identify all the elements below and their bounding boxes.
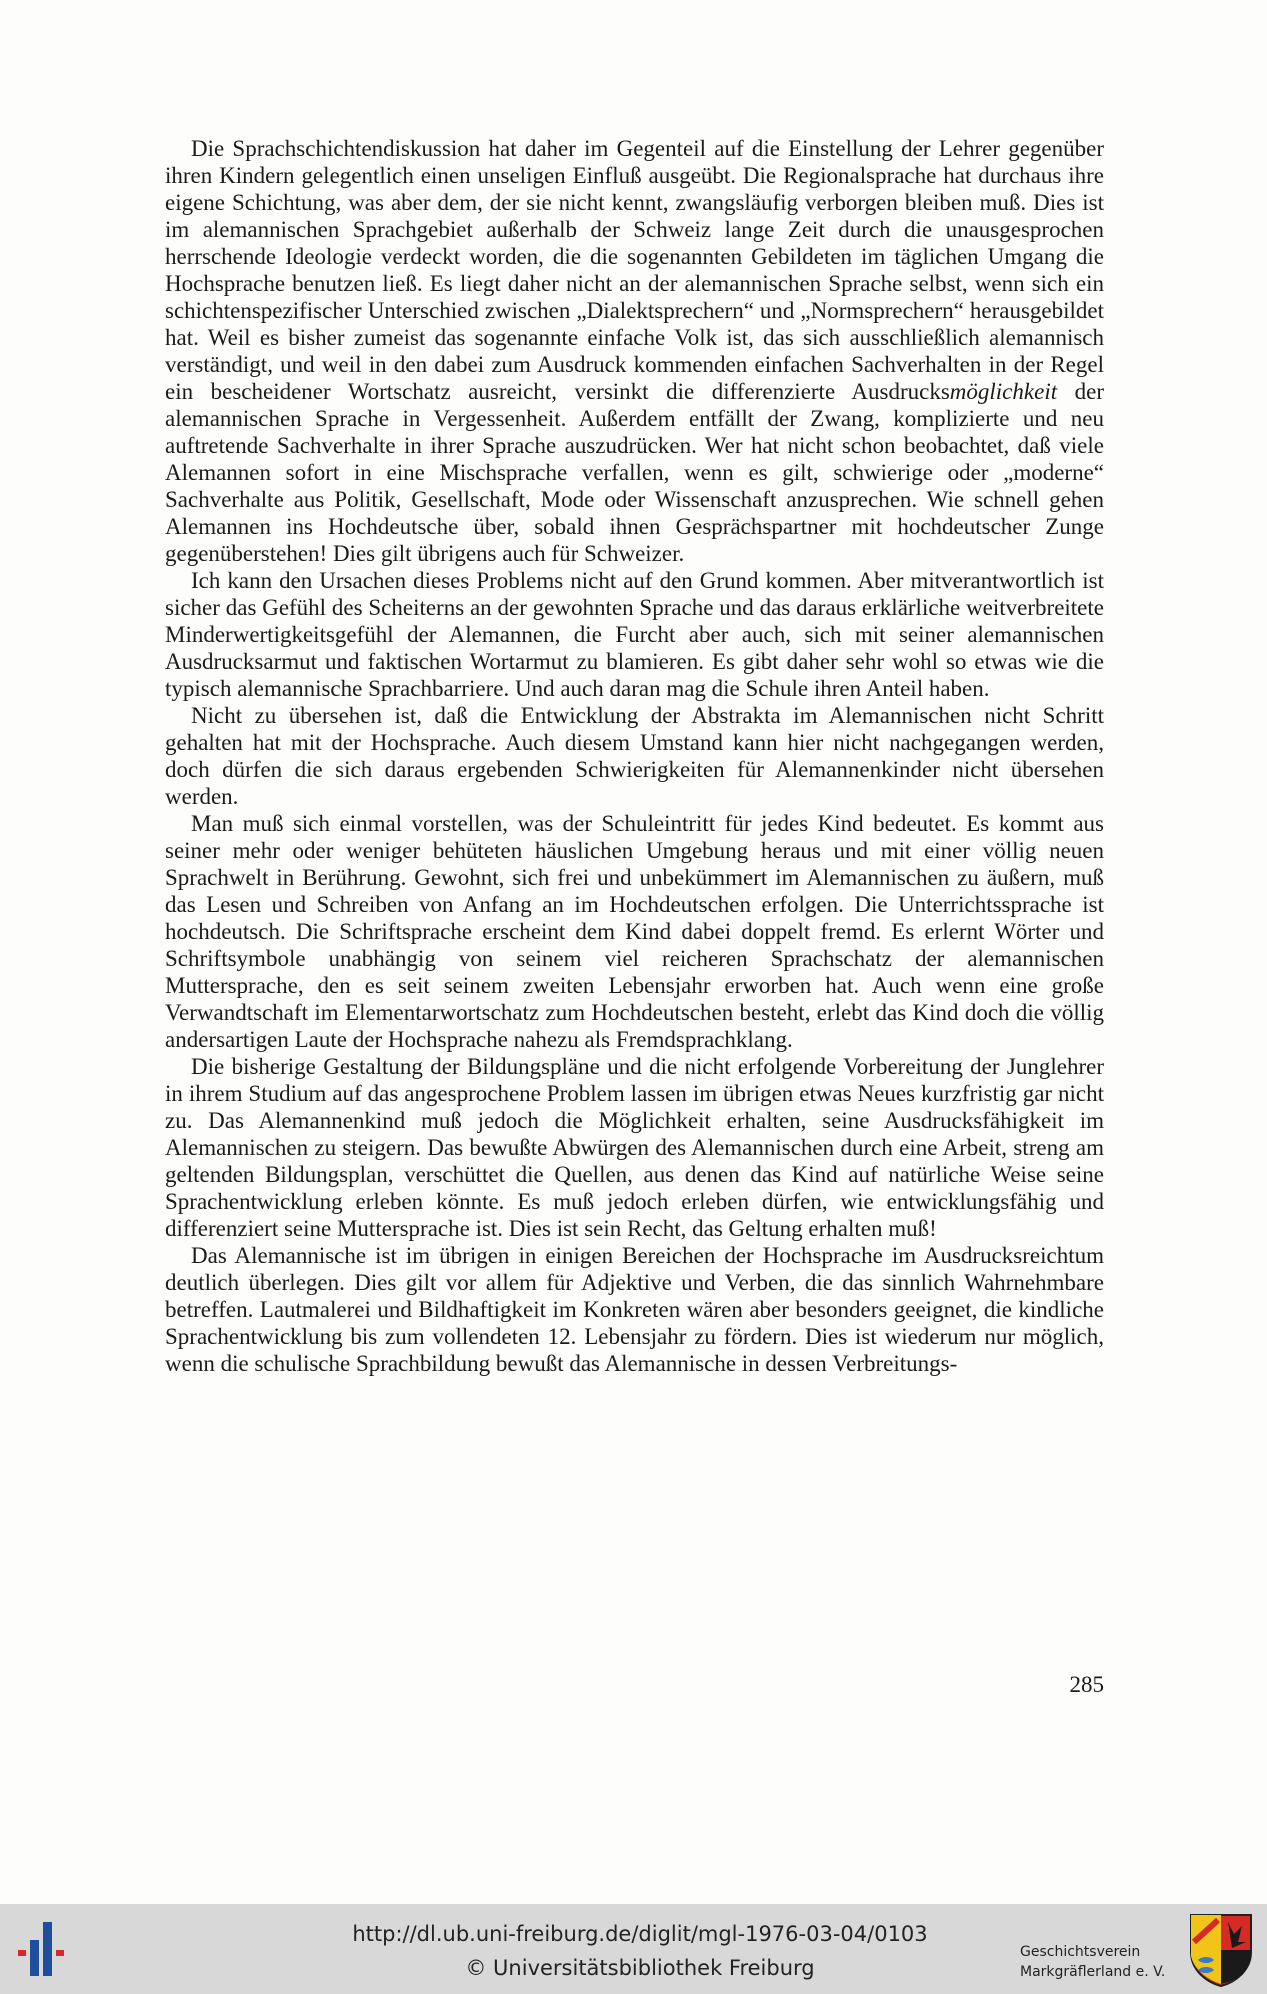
body-text	[165, 135, 1104, 1377]
body-paragraph	[165, 567, 1104, 702]
page-number: 285	[1069, 1672, 1104, 1697]
paragraph-text: Die Sprachschichtendiskussion hat daher im Gegenteil auf die Einstellung der Lehrer gegenüber ihren Kindern gelegentlich einen unseligen Einfluß ausgeübt. Die Regionalsprache hat durchaus ihre eigene Schichtung, was aber dem, der sie nicht kennt, zwangsläufig verborgen bleiben muß. Dies ist im alemannischen Sprachgebiet außerhalb der Schweiz lange Zeit durch die unausgesprochen herrschende Ideologie verdeckt worden, die die sogenannten Gebildeten im täglichen Umgang die Hochsprache benutzen ließ. Es liegt daher nicht an der alemannischen Sprache selbst, wenn sich ein schichtenspezifischer Unterschied zwischen „Dialektsprechern“ und „Normsprechern“ herausgebildet hat. Weil es bisher zumeist das sogenannte einfache Volk ist, das sich ausschließlich alemannisch verständigt, und weil in den dabei zum Ausdruck kommenden einfachen Sachverhalten in der Regel ein bescheidener Wortschatz ausreicht, versinkt die differenzierte Ausdrucks	[165, 136, 1104, 404]
society-name	[1020, 1942, 1165, 1982]
source-url-link[interactable]: http://dl.ub.uni-freiburg.de/diglit/mgl-1976-03-04/0103	[352, 1922, 928, 1946]
italic-emphasis: möglichkeit	[949, 379, 1058, 404]
body-paragraph	[165, 702, 1104, 810]
paragraph-text: Die bisherige Gestaltung der Bildungspläne und die nicht erfolgende Vorbereitung der Junglehrer in ihrem Studium auf das angesprochene Problem lassen im übrigen etwas Neues kurzfristig gar nicht zu. Das Alemannenkind muß jedoch die Möglichkeit erhalten, seine Ausdrucksfähigkeit im Alemannischen zu steigern. Das bewußte Abwürgen des Alemannischen durch eine Arbeit, streng am geltenden Bildungsplan, verschüttet die Quellen, aus denen das Kind auf natürliche Weise seine Sprachentwicklung erleben könnte. Es muß jedoch erleben dürfen, wie entwicklungsfähig und differenziert seine Muttersprache ist. Dies ist sein Recht, das Geltung erhalten muß!	[165, 1054, 1104, 1241]
paragraph-text: Man muß sich einmal vorstellen, was der Schuleintritt für jedes Kind bedeutet. Es kommt aus seiner mehr oder weniger behüteten häuslichen Umgebung heraus und mit einer völlig neuen Sprachwelt in Berührung. Gewohnt, sich frei und unbekümmert im Alemannischen zu äußern, muß das Lesen und Schreiben von Anfang an im Hochdeutschen erfolgen. Die Unterrichtssprache ist hochdeutsch. Die Schriftsprache erscheint dem Kind dabei doppelt fremd. Es erlernt Wörter und Schriftsymbole unabhängig von seinem viel reicheren Sprachschatz der alemannischen Muttersprache, den es seit seinem zweiten Lebensjahr erworben hat. Auch wenn eine große Verwandtschaft im Elementarwortschatz zum Hochdeutschen besteht, erlebt das Kind doch die völlig andersartigen Laute der Hochsprache nahezu als Fremdsprachklang.	[165, 811, 1104, 1052]
paragraph-text: Nicht zu übersehen ist, daß die Entwicklung der Abstrakta im Alemannischen nicht Schritt gehalten hat mit der Hochsprache. Auch diesem Umstand kann hier nicht nachgegangen werden, doch dürfen die sich daraus ergebenden Schwierigkeiten für Alemannenkinder nicht übersehen werden.	[165, 703, 1104, 809]
body-paragraph	[165, 1053, 1104, 1242]
paragraph-text: der alemannischen Sprache in Vergessenheit. Außerdem entfällt der Zwang, komplizierte und neu auftretende Sachverhalte in ihrer Sprache auszudrücken. Wer hat nicht schon beobachtet, daß viele Alemannen sofort in eine Mischsprache verfallen, wenn es gilt, schwierige oder „moderne“ Sachverhalte aus Politik, Gesellschaft, Mode oder Wissenschaft anzusprechen. Wie schnell gehen Alemannen ins Hochdeutsche über, sobald ihnen Gesprächspartner mit hochdeutscher Zunge gegenüberstehen! Dies gilt übrigens auch für Schweizer.	[165, 379, 1104, 566]
ub-freiburg-logo-icon	[14, 1918, 80, 1982]
society-name-line-1: Geschichtsverein	[1020, 1944, 1141, 1960]
footer-bar	[0, 1904, 1267, 1994]
paragraph-text: Ich kann den Ursachen dieses Problems nicht auf den Grund kommen. Aber mitverantwortlich ist sicher das Gefühl des Scheiterns an der gewohnten Sprache und das daraus erklärliche weitverbreitete Minderwertigkeitsgefühl der Alemannen, die Furcht aber auch, sich mit seiner alemannischen Ausdrucksarmut und faktischen Wortarmut zu blamieren. Es gibt daher sehr wohl so etwas wie die typisch alemannische Sprachbarriere. Und auch daran mag die Schule ihren Anteil haben.	[165, 568, 1104, 701]
coat-of-arms-icon	[1188, 1912, 1254, 1988]
body-paragraph	[165, 810, 1104, 1053]
body-paragraph	[165, 1242, 1104, 1377]
society-name-line-2: Markgräflerland e. V.	[1020, 1964, 1166, 1980]
copyright-text: © Universitätsbibliothek Freiburg	[465, 1956, 815, 1980]
body-paragraph	[165, 135, 1104, 567]
paragraph-text: Das Alemannische ist im übrigen in einigen Bereichen der Hochsprache im Ausdrucksreichtum deutlich überlegen. Dies gilt vor allem für Adjektive und Verben, die das sinnlich Wahrnehmbare betreffen. Lautmalerei und Bildhaftigkeit im Konkreten wären aber besonders geeignet, die kindliche Sprachentwicklung bis zum vollendeten 12. Lebensjahr zu fördern. Dies ist wiederum nur möglich, wenn die schulische Sprachbildung bewußt das Alemannische in dessen Verbreitungs-	[165, 1243, 1104, 1376]
